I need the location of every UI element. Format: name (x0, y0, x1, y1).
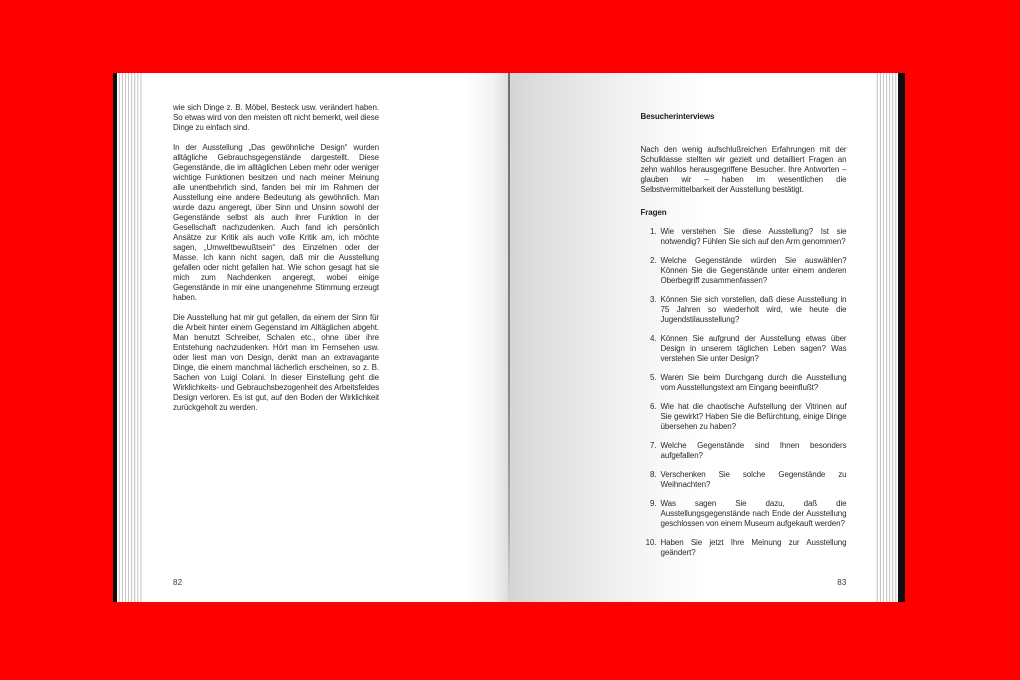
question-item (641, 499, 847, 529)
question-number: 10. (645, 538, 657, 547)
question-text: Was sagen Sie dazu, daß die Ausstellungsgegenstände nach Ende der Ausstellung geschlossen von einem Museum aufgekauft werden? (660, 499, 847, 528)
question-text: Verschenken Sie solche Gegenstände zu Weihnachten? (660, 470, 847, 489)
body-paragraph: Die Ausstellung hat mir gut gefallen, da einem der Sinn für die Arbeit hinter einem Gegenstand im Alltäglichen abgeht. Man benutzt Schreiber, Schalen etc., ohne über ihre Entstehung nachzudenken. Hört man im Fernsehen usw. oder liest man von Design, denkt man an extravagante Dinge, die einem manchmal lächerlich erscheinen, so z. B. Sachen von Luigi Colani. In dieser Einstellung geht die Wirklichkeits- und Gebrauchsbezogenheit des Arbeitsfeldes Design verloren. Es ist gut, auf den Boden der Wirklichkeit zurückgeholt zu werden. (173, 313, 379, 412)
question-number: 4. (650, 334, 657, 343)
page-number-right: 83 (837, 578, 847, 587)
body-paragraph: In der Ausstellung „Das gewöhnliche Design“ wurden alltägliche Gebrauchsgegenstände dargestellt. Diese Gegenstände, die im alltäglichen Leben mehr oder weniger wichtige Funktionen besitzen und nach meiner Meinung alle unentbehrlich sind, fanden bei mir im Rahmen der Ausstellung eine andere Bedeutung als gewöhnlich. Man wurde dazu angeregt, über Sinn und Unsinn sowohl der Gegenstände selbst als auch ihrer Funktion in der Gesellschaft nachzudenken. Auch fand ich persönlich Ansätze zur Kritik als auch volle Kritik am, ich möchte sagen, „Umweltbewußtsein“ des Einzelnen oder der Masse. Ich kann nicht sagen, daß mir die Ausstellung gefallen oder nicht gefallen hat. Wie schon gesagt hat sie mich zum Nachdenken angeregt, wobei einige Gegenstände in mir eine unangenehme Stimmung erzeugt haben. (173, 143, 379, 302)
question-item (641, 256, 847, 286)
section-heading: Besucherinterviews (640, 112, 715, 121)
question-text: Können Sie aufgrund der Ausstellung etwas über Design in unserem täglichen Leben sagen? Was verstehen Sie unter Design? (660, 334, 847, 363)
question-item (641, 441, 847, 461)
question-item (641, 227, 847, 247)
book-cover-edge-right (898, 73, 905, 602)
question-text: Wie verstehen Sie diese Ausstellung? Ist sie notwendig? Fühlen Sie sich auf den Arm genommen? (660, 227, 847, 246)
question-text: Waren Sie beim Durchgang durch die Ausstellung vom Ausstellungstext am Eingang beeinflußt? (660, 373, 847, 392)
question-number: 1. (650, 227, 657, 236)
questions-list (641, 227, 847, 558)
right-page (510, 73, 876, 602)
body-paragraph: wie sich Dinge z. B. Möbel, Besteck usw. verändert haben. So etwas wird von den meisten oft nicht bemerkt, weil diese Dinge zu einfach sind. (173, 103, 379, 132)
question-number: 9. (650, 499, 657, 508)
question-number: 6. (650, 402, 657, 411)
question-number: 7. (650, 441, 657, 450)
question-text: Haben Sie jetzt Ihre Meinung zur Ausstellung geändert? (660, 538, 847, 557)
question-item (641, 295, 847, 325)
question-number: 3. (650, 295, 657, 304)
question-number: 5. (650, 373, 657, 382)
question-text: Welche Gegenstände würden Sie auswählen? Können Sie die Gegenstände unter einem anderen Oberbegriff zusammenfassen? (660, 256, 847, 285)
question-item (641, 334, 847, 364)
question-item (641, 538, 847, 558)
left-page-text-column (173, 103, 379, 423)
subsection-heading: Fragen (640, 208, 667, 217)
intro-paragraph: Nach den wenig aufschlußreichen Erfahrungen mit der Schulklasse stellten wir gezielt und detailliert Fragen an zehn wahllos herausgegriffene Besucher. Ihre Antworten – glauben wir – haben im wesentlichen die Selbstvermittelbarkeit der Ausstellung bestätigt. (640, 145, 847, 194)
right-page-text-column (641, 112, 847, 567)
question-item (641, 470, 847, 490)
book-spread (113, 73, 905, 602)
question-item (641, 373, 847, 393)
question-item (641, 402, 847, 432)
page-number-left: 82 (173, 578, 183, 587)
question-text: Wie hat die chaotische Aufstellung der Vitrinen auf Sie gewirkt? Haben Sie die Befürchtung, einige Dinge übersehen zu haben? (660, 402, 847, 431)
left-page (142, 73, 508, 602)
question-number: 2. (650, 256, 657, 265)
question-text: Können Sie sich vorstellen, daß diese Ausstellung in 75 Jahren so wiederholt wird, wie heute die Jugendstilausstellung? (660, 295, 847, 324)
page-edges-right (875, 73, 898, 602)
page-edges-left (117, 73, 142, 602)
question-text: Welche Gegenstände sind Ihnen besonders aufgefallen? (660, 441, 847, 460)
question-number: 8. (650, 470, 657, 479)
